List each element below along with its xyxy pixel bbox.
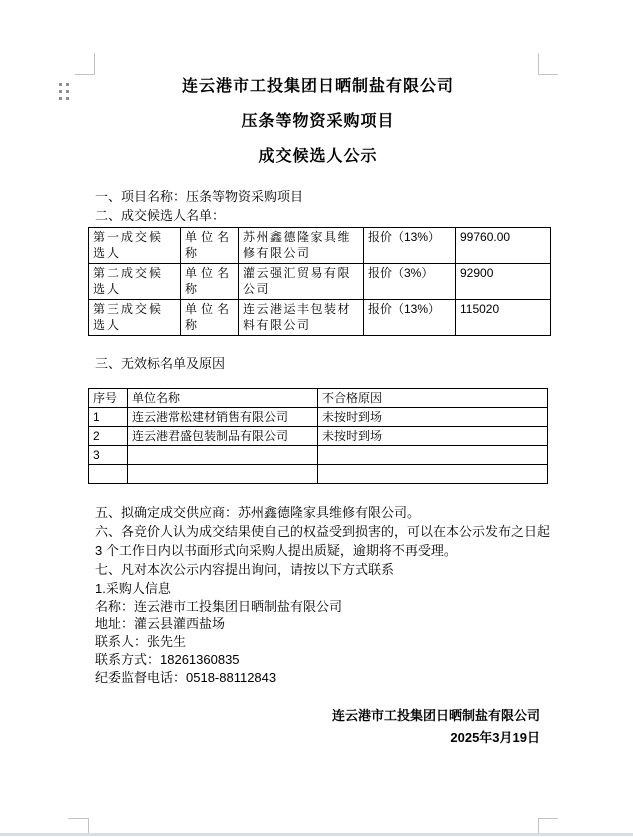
- table-row: [89, 408, 548, 427]
- row-company: 连云港常松建材销售有限公司: [128, 408, 318, 427]
- header-reason: 不合格原因: [318, 389, 548, 408]
- purchaser-name: 名称：连云港市工投集团日晒制盐有限公司: [95, 598, 343, 614]
- title-line-announcement: 成交候选人公示: [258, 148, 378, 165]
- row-no: [89, 465, 128, 484]
- price-label: 报价（3%）: [364, 264, 456, 300]
- price-value: 115020: [456, 300, 551, 336]
- row-company: [128, 465, 318, 484]
- section6-objection-line2: 3 个工作日内以书面形式向采购人提出质疑，逾期将不再受理。: [95, 543, 457, 558]
- title-line-project: 压条等物资采购项目: [241, 113, 395, 130]
- candidate-company: 连云港运丰包装材料有限公司: [239, 300, 364, 336]
- page-bottom-edge: [0, 833, 633, 836]
- table-row: [89, 446, 548, 465]
- row-no: 3: [89, 446, 128, 465]
- table-header-row: [89, 389, 548, 408]
- signature-block: [332, 705, 540, 749]
- row-company: [128, 446, 318, 465]
- section3-invalid-bids-heading: 三、无效标名单及原因: [95, 356, 226, 371]
- row-reason: [318, 446, 548, 465]
- candidate-company: 灌云强汇贸易有限公司: [239, 264, 364, 300]
- row-no: 2: [89, 427, 128, 446]
- price-label: 报价（13%）: [364, 300, 456, 336]
- table-row: [89, 300, 551, 336]
- invalid-bids-table: [88, 388, 548, 484]
- section2-candidate-list-heading: 二、成交候选人名单：: [95, 208, 226, 223]
- section1-project-name: 一、项目名称：压条等物资采购项目: [95, 189, 304, 204]
- purchaser-info-heading: 1.采购人信息: [95, 581, 171, 596]
- section6-objection-line1: 六、各竞价人认为成交结果使自己的权益受到损害的，可以在本公示发布之日起: [95, 524, 551, 539]
- row-company: 连云港君盛包装制品有限公司: [128, 427, 318, 446]
- title-line-company: 连云港市工投集团日晒制盐有限公司: [181, 78, 454, 95]
- candidate-company: 苏州鑫德隆家具维修有限公司: [239, 228, 364, 264]
- price-value: 99760.00: [456, 228, 551, 264]
- unit-name-label: 单位名称: [181, 300, 239, 336]
- unit-name-label: 单位名称: [181, 228, 239, 264]
- section7-inquiry: 七、凡对本次公示内容提出询问，请按以下方式联系: [95, 562, 395, 577]
- document-title: [88, 69, 548, 174]
- drag-handle-icon[interactable]: [59, 83, 69, 100]
- table-row: [89, 264, 551, 300]
- signature-company: 连云港市工投集团日晒制盐有限公司: [331, 708, 540, 723]
- candidate-rank: 第三成交候选人: [89, 300, 181, 336]
- margin-crop-mark-bottom-right: [538, 818, 558, 834]
- table-row: [89, 465, 548, 484]
- candidate-rank: 第二成交候选人: [89, 264, 181, 300]
- candidates-table: [88, 227, 551, 336]
- table-row: [89, 228, 551, 264]
- supervision-phone: 纪委监督电话：0518-88112843: [95, 669, 277, 685]
- price-label: 报价（13%）: [364, 228, 456, 264]
- margin-crop-mark-bottom-left: [68, 818, 89, 834]
- purchaser-info: [95, 580, 550, 686]
- row-reason: [318, 465, 548, 484]
- header-company: 单位名称: [128, 389, 318, 408]
- header-no: 序号: [89, 389, 128, 408]
- section5-supplier: 五、拟确定成交供应商：苏州鑫德隆家具维修有限公司。: [95, 505, 421, 520]
- unit-name-label: 单位名称: [181, 264, 239, 300]
- contact-phone: 联系方式：18261360835: [95, 651, 240, 667]
- candidate-rank: 第一成交候选人: [89, 228, 181, 264]
- row-reason: 未按时到场: [318, 408, 548, 427]
- sections-5-6-7: [95, 503, 550, 579]
- purchaser-address: 地址：灌云县灌西盐场: [95, 616, 226, 632]
- price-value: 92900: [456, 264, 551, 300]
- table-row: [89, 427, 548, 446]
- contact-person: 联系人：张先生: [95, 634, 187, 650]
- section-1-2: [95, 187, 550, 225]
- row-no: 1: [89, 408, 128, 427]
- signature-date: 2025年3月19日: [450, 730, 540, 745]
- row-reason: 未按时到场: [318, 427, 548, 446]
